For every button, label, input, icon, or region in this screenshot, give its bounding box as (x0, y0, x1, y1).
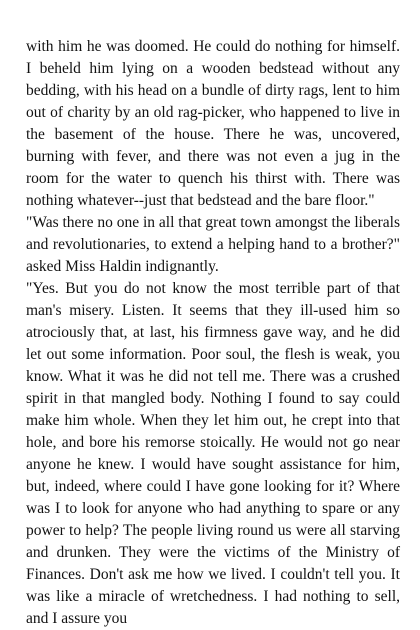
paragraph: with him he was doomed. He could do nothing for himself. I beheld him lying on a wooden bedstead without any bedding, with his head on a bundle of dirty rags, lent to him out of charity by an old rag-picker, who happened to live in the basement of the house. There he was, uncovered, burning with fever, and there was not even a jug in the room for the water to quench his thirst with. There was nothing whatever--just that bedstead and the bare floor." (26, 38, 400, 209)
paragraph: "Yes. But you do not know the most terrible part of that man's misery. Listen. It seems that they ill-used him so atrociously that, at last, his firmness gave way, and he did let out some information. Poor soul, the flesh is weak, you know. What it was he did not tell me. There was a crushed spirit in that mangled body. Nothing I found to say could make him whole. When they let him out, he crept into that hole, and bore his remorse stoically. He would not go near anyone he knew. I would have sought assistance for him, but, indeed, where could I have gone looking for it? Where was I to look for anyone who had anything to spare or any power to help? The people living round us were all starving and drunken. They were the victims of the Ministry of Finances. Don't ask me how we lived. I couldn't tell you. It was like a miracle of wretchedness. I had nothing to sell, and I assure you (26, 280, 400, 627)
paragraph: "Was there no one in all that great town amongst the liberals and revolutionaries, to extend a helping hand to a brother?" asked Miss Haldin indignantly. (26, 214, 400, 275)
page-body (26, 36, 400, 630)
